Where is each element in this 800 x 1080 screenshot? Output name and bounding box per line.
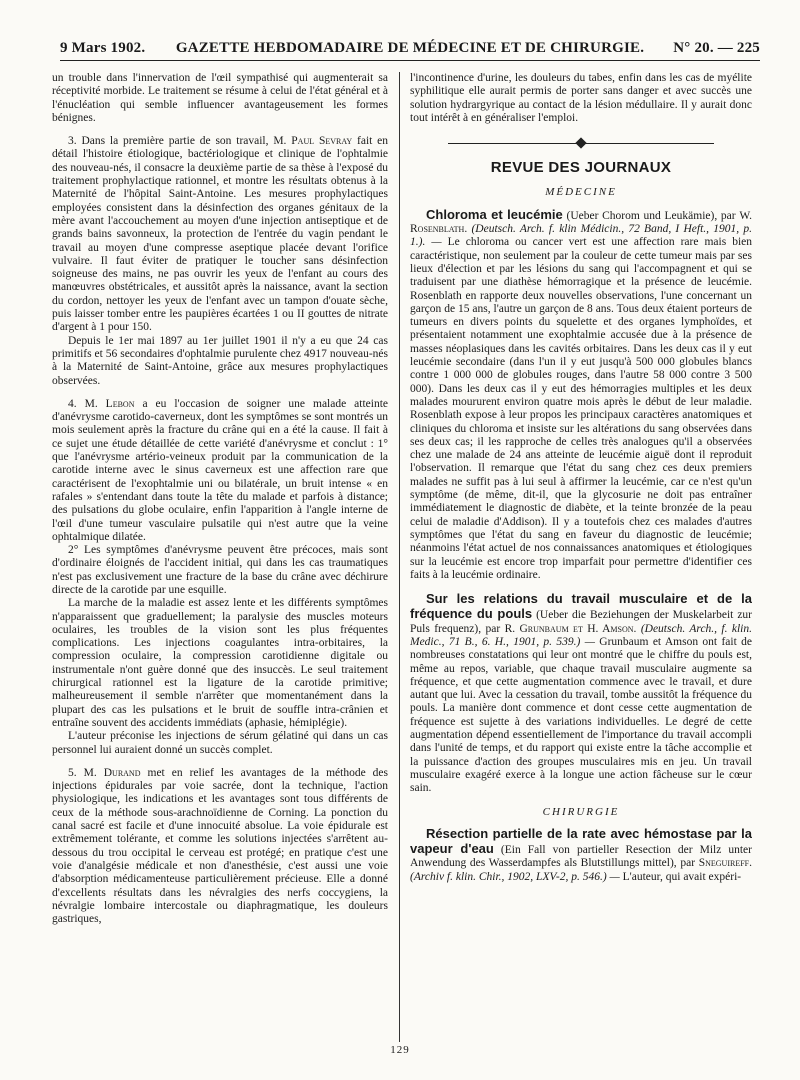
paragraph-number: 3. Dans la première partie de son travail, M. [68,135,287,148]
ornamental-rule [410,137,752,151]
paragraph: un trouble dans l'innervation de l'œil sympathisé qui augmenterait sa réceptivité morbide. Le traitement se résume à celui de l'état général et à l'énucléation qui semble influencer avantageusement les formes bénignes. [52,72,388,124]
author-name: Lebon [105,397,135,410]
header-date: 9 Mars 1902. [60,40,146,56]
column-divider [399,72,400,1042]
article-subtitle: (Ein Fall von partieller Resection der Milz unter Anwendung des Wasserdampfes als Blutstillungs mittel), par [410,844,752,870]
paragraph-lebon [52,398,388,544]
article-reference: (Deutsch. Arch., f. klin. Medic., 71 B., 6. H., 1901, p. 539.) — [410,622,752,648]
article-author: R. Grunbaum et H. Amson. [504,622,637,635]
page-number: 129 [390,1044,410,1056]
paragraph: La marche de la maladie est assez lente et les différents symptômes n'apparaissent que graduellement; la paralysie des muscles moteurs oculaires, les troubles de la vision sont les plus fréquentes complications. Les injections coagulantes intra-orbitaires, la compression oculaire, la compression carotidienne digitale ou instrumentale n'ont guère donné que des insuccès. Le seul traitement chirurgical rationnel est la ligature de la carotide primitive; malheureusement il semble n'arrêter que momentanément dans la plupart des cas les pulsations et le bruit de souffle intra-crânien et entraîne souvent des accidents immédiats (aphasie, hémiplégie). [52,597,388,729]
section-title: REVUE DES JOURNAUX [490,159,672,177]
article-title: Sur les relations du travail musculaire et de la fréquence du pouls [410,591,752,622]
paragraph: Depuis le 1er mai 1897 au 1er juillet 1901 il n'y a eu que 24 cas primitifs et 56 secondaires d'ophtalmie purulente chez 4917 nouveau-nés à la Maternité de Saint-Antoine, grâce aux mesures prophylactiques observées. [52,334,388,387]
issue-number: N° 20. — 225 [673,40,760,56]
paragraph-number: 4. M. [68,397,98,410]
diamond-icon [575,138,586,149]
article-subtitle: (Ueber Chorom und Leukämie), par [566,209,736,222]
paragraph-durand [52,767,388,927]
article-title: Chloroma et leucémie [426,206,563,222]
paragraph-text: fait en détail l'histoire étiologique, bactériologique et clinique de l'ophtalmie des nouveau-nés, il consacre la deuxième partie de sa thèse à l'exposé du traitement prophylactique rationnel, et montre les résultats obtenus à la Maternité de l'hôpital Saint-Antoine. Les mesures prophylactiques employées consistent dans la désinfection des organes génitaux de la mère avant l'accouchement au moyen d'une injection antiseptique et de grands bains savonneux, la protection de l'entrée du vagin pendant le travail au moyen d'une compresse aseptique placée devant l'orifice vulvaire. Il faut éviter de pratiquer le toucher sans désinfection soigneuse des mains, ne pas ouvrir les yeux de l'enfant au cours des manœuvres obstétricales, et aussitôt après la naissance, avant la section du cordon, nettoyer les yeux de l'enfant avec un tampon d'ouate sèche, puis laisser tomber entre les paupières écartées 1 ou II gouttes de nitrate d'argent à 1 pour 150. [52,135,388,334]
article-rate [410,827,752,884]
paragraph: l'incontinence d'urine, les douleurs du tabes, enfin dans les cas de myélite syphilitique elle aurait permis de porter sans danger et avec succès une solution hydrargyrique au contact de la lésion médullaire. Il y aurait donc tout intérêt à en généraliser l'emploi. [410,72,752,124]
article-chloroma [410,208,752,582]
article-author: W. Rosenblath. [410,209,752,236]
rubric-medecine: MÉDECINE [545,186,617,199]
article-subtitle: (Ueber die Beziehungen der Muskelarbeit zur Puls frequenz), par [410,609,752,635]
article-title: Résection partielle de la rate avec hémostase par la vapeur d'eau [410,825,752,857]
right-column [410,72,752,1042]
left-column [52,72,388,1042]
article-body: Grunbaum et Amson ont fait de nombreuses constatations qui leur ont montré que le chiffre du pouls est, même au repos, variable, que chaque travail musculaire augmente sa fréquence, et que cette augmentation commence avec le travail, et dure autant que lui. Avec la cessation du travail, tombe aussitôt la fréquence du pouls. La manière dont commence et dont cesse cette augmentation de fréquence est sujette à des variations individuelles. Le degré de cette augmentation dépend essentiellement de l'importance du travail accompli dans l'unité de temps, et du rapport qui existe entre la tâche accomplie et la puissance d'action des groupes musculaires mis en jeu. Un travail musculaire exagéré exerce à la longue une action fâcheuse sur le cœur sain. [410,635,752,795]
article-author: Sneguireff. [698,857,752,870]
paragraph-number: 5. M. [68,766,97,779]
paragraph-text: met en relief les avantages de la méthode des injections épidurales par voie sacrée, dont la technique, l'action physiologique, les indications et les avantages sont tous différents de ceux de la méthode sous-arachnoïdienne de Corning. La ponction du canal sacré est facile et d'une innocuité absolue. La voie épidurale est extrêmement tolérante, et comme les solutions injectées s'arrêtent au-dessous du trou occipital le cerveau est protégé; en pratique c'est une voie d'analgésie médicale et non d'anesthésie, c'est aussi une voie d'absorption médicamenteuse particulièrement précieuse. Elle a donné d'excellents résultats dans les névralgies des nerfs coccygiens, la névralgie lombaire intercostale ou diaphragmatique, les douleurs gastriques, [52,766,388,926]
paragraph: 2° Les symptômes d'anévrysme peuvent être précoces, mais sont d'ordinaire éloignés de l'accident initial, qui dans les cas traumatiques n'est pas exclusivement une fracture de la base du crâne avec déchirure directe de la carotide par une esquille. [52,544,388,596]
journal-title: GAZETTE HEBDOMADAIRE DE MÉDECINE ET DE CHIRURGIE. [175,40,645,56]
paragraph: L'auteur préconise les injections de sérum gélatiné qui dans un cas personnel lui auraient donné un succès complet. [52,730,388,756]
rubric-chirurgie: CHIRURGIE [542,805,620,818]
author-name: Paul Sevray [291,135,353,148]
author-name: Durand [103,766,141,779]
article-pouls [410,592,752,795]
running-header [60,38,760,61]
article-body: Le chloroma ou cancer vert est une affection rare mais bien caractéristique, non seulement par la couleur de cette tumeur mais par ses lieux d'élection et par les lésions du sang qui l'accompagnent et qui se traduisent par une diathèse hémorragique et la présence de leucémie. Rosenblath en rapporte deux nouvelles observations, l'une concernant un garçon de 15 ans, l'autre un garçon de 8 ans. Tous deux étaient porteurs de tumeurs en divers points du squelette et des organes lymphoïdes, et présentaient notamment une exophtalmie accusée due à la présence de masses néoplasiques dans les cavités orbitaires. Dans les deux cas il y eut leucémie secondaire (dans l'un il y eut jusqu'à 500 000 globules blancs contre 1 000 000 de globules rouges, dans l'autre 58 000 contre 3 500 000). Dans les deux cas il y eut des hémorragies multiples et les deux malades moururent environ quatre mois après le début de leur maladie. Rosenblath expose à leur propos les principaux caractères anatomiques et cliniques du chloroma et insiste sur les altérations du sang observées dans ses deux cas; il les rapproche de celles très analogues qu'il a observées chez une malade de 24 ans atteinte de leucémie aiguë dont il reproduit l'observation. Il remarque que l'état du sang chez ces deux premiers malades ne suffit pas à lui seul à affirmer la leucémie, car ce n'est qu'un symptôme (de même, dit-il, que la glycosurie ne doit pas entraîner immédiatement le diagnostic de diabète, et la teinte bronzée de la peau celui de maladie d'Addison). Il y a toutefois chez ces malades d'autres symptômes que l'état du sang en faveur du diagnostic de leucémie; néanmoins l'état actuel de nos connaissances anatomiques et étiologiques sur la leucémie est encore trop imparfait pour permettre d'identifier ces faits à la leucémie ordinaire. [410,236,752,581]
paragraph-text: a eu l'occasion de soigner une malade atteinte d'anévrysme carotido-caverneux, dont les symptômes se sont montrés un mois seulement après la fracture du crâne qui en a été la cause. Il fait à ce sujet une étude détaillée de cette variété d'anévrysme et conclut : 1° que l'anévrysme artério-veineux produit par la communication de la carotide interne avec le sinus caverneux est une affection rare que caractérisent de l'exophtalmie uni ou bilatérale, un bruit intense « en rafales » s'entendant dans toute la tête du malade et parfois à distance; des pulsations du globe oculaire, enfin l'apparition à l'angle interne de l'œil d'une tumeur vasculaire pulsatile qui n'est autre que la veine ophtalmique dilatée. [52,397,388,543]
paragraph-sevray [52,135,388,334]
article-reference: (Archiv f. klin. Chir., 1902, LXV-2, p. 546.) — [410,870,620,883]
article-reference: (Deutsch. Arch. f. klin Médicin., 72 Band, I Heft., 1901, p. 1.). — [410,223,752,249]
article-body: L'auteur, qui avait expéri- [622,870,742,883]
